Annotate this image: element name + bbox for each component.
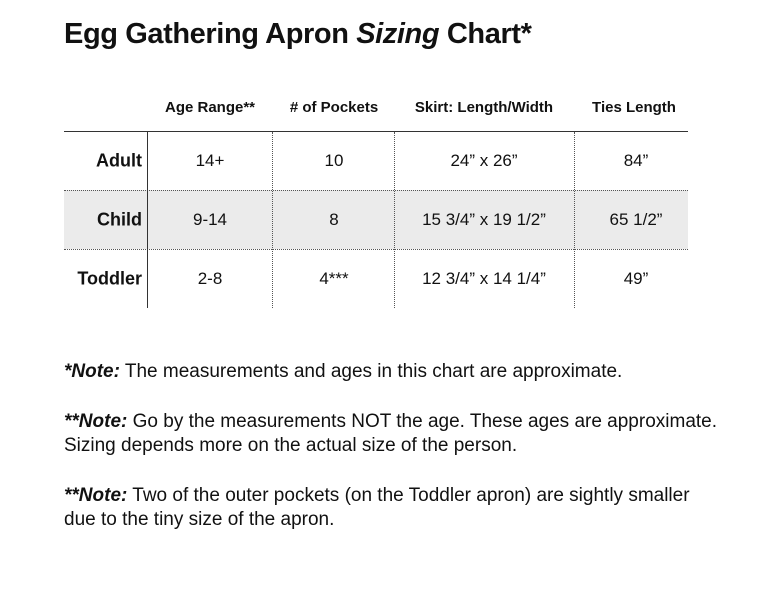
note-label: **Note: [64, 485, 128, 506]
title-suffix: Chart* [439, 18, 532, 50]
column-header-skirt: Skirt: Length/Width [414, 99, 554, 116]
title-text: Egg Gathering Apron [64, 18, 357, 50]
column-divider [574, 132, 575, 308]
cell-ties: 65 1/2” [609, 210, 663, 229]
title-emphasis: Sizing [356, 18, 440, 50]
row-label: Adult [96, 150, 142, 171]
note-measurements [64, 410, 724, 458]
cell-ties: 84” [623, 151, 649, 170]
column-divider [272, 132, 273, 308]
note-approximate [64, 360, 724, 384]
cell-pockets: 4*** [319, 269, 349, 288]
row-label: Child [97, 209, 142, 230]
note-text: The measurements and ages in this chart are approximate. [119, 361, 623, 382]
note-label: *Note: [64, 361, 120, 382]
column-header-pockets: # of Pockets [289, 99, 379, 116]
table-row-adult [64, 132, 688, 190]
cell-pockets: 10 [324, 151, 344, 170]
note-text: Two of the outer pockets (on the Toddler apron) are sightly smaller due to the tiny size of the apron. [64, 485, 690, 530]
cell-age-range: 2-8 [197, 269, 223, 288]
note-text: Go by the measurements NOT the age. These ages are approximate. Sizing depends more on the actual size of the person. [64, 411, 718, 456]
row-label-divider [147, 132, 148, 308]
row-label: Toddler [77, 268, 142, 289]
cell-age-range: 9-14 [192, 210, 228, 229]
table-header-row [64, 92, 688, 132]
cell-skirt: 12 3/4” x 14 1/4” [422, 269, 546, 288]
cell-skirt: 24” x 26” [450, 151, 518, 170]
column-divider [394, 132, 395, 308]
cell-pockets: 8 [329, 210, 339, 229]
cell-age-range: 14+ [195, 151, 225, 170]
column-header-age-range: Age Range** [164, 99, 256, 116]
table-row-toddler [64, 249, 688, 308]
sizing-table [64, 92, 688, 308]
page-title [64, 18, 531, 51]
table-row-child [64, 190, 688, 249]
column-header-ties: Ties Length [592, 99, 676, 116]
note-label: **Note: [64, 411, 128, 432]
cell-skirt: 15 3/4” x 19 1/2” [422, 210, 546, 229]
cell-ties: 49” [623, 269, 649, 288]
note-toddler-pockets [64, 484, 724, 532]
